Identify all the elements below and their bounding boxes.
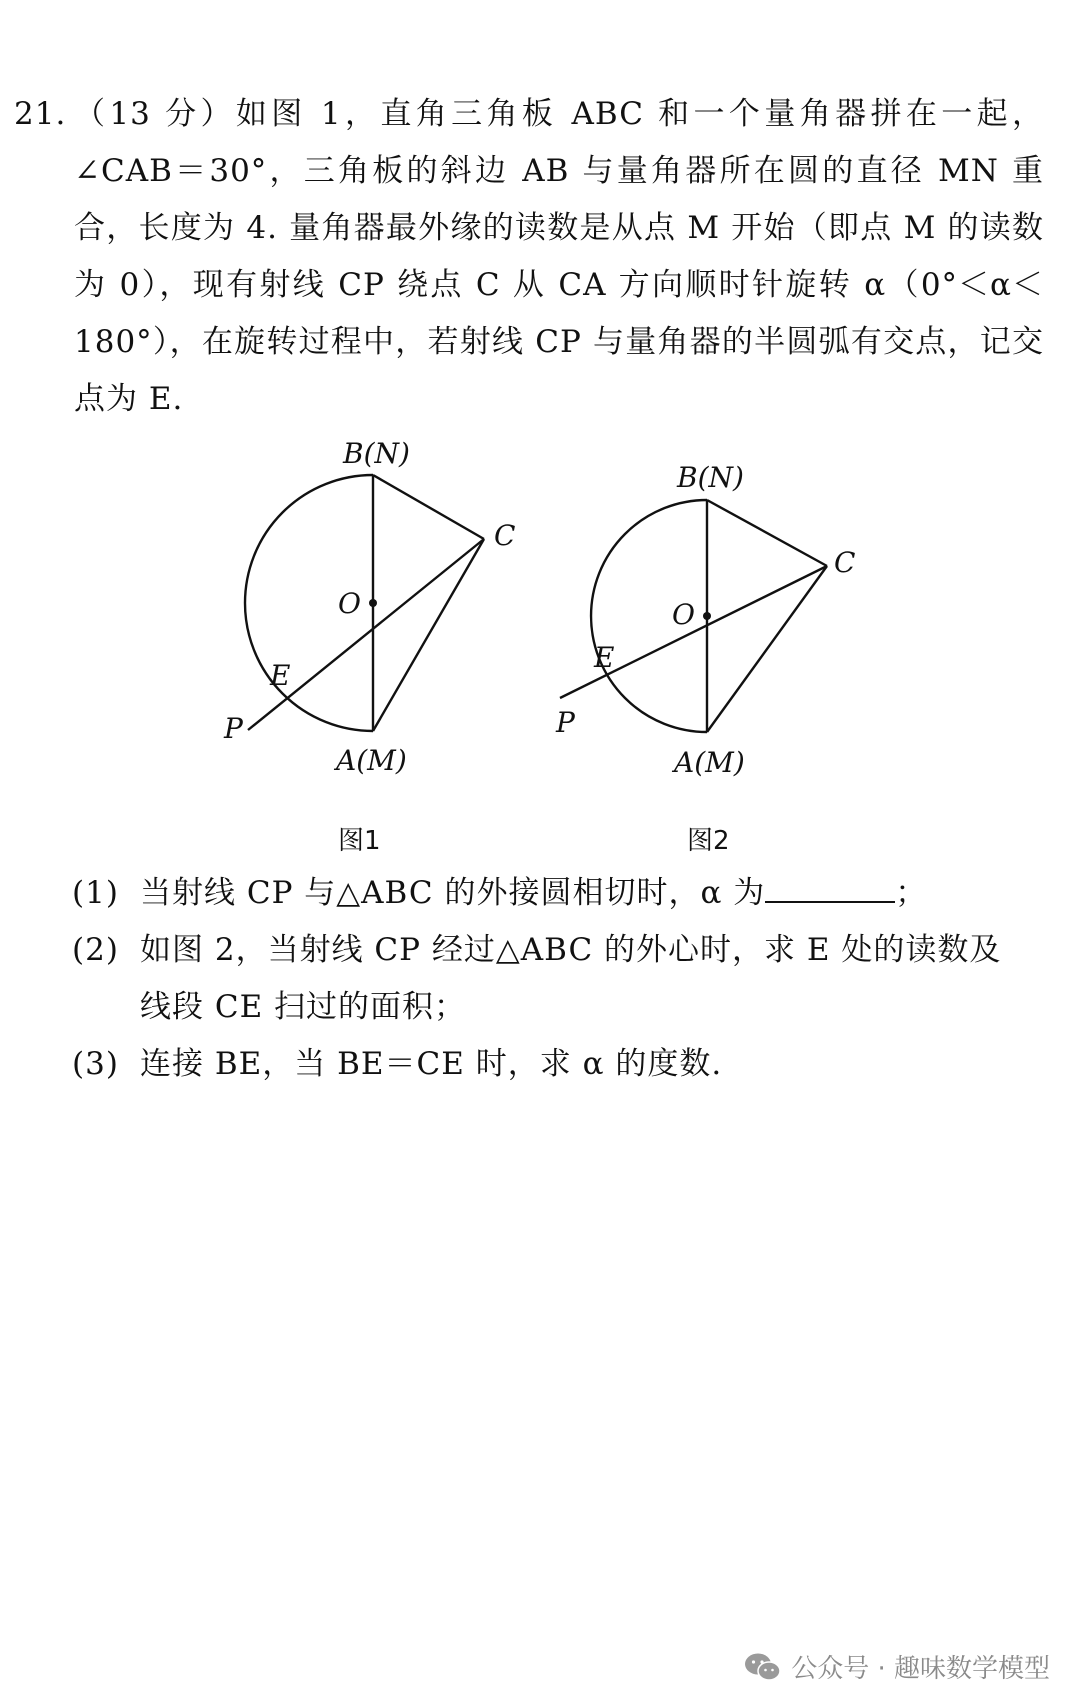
figure-1 [245,475,484,731]
fig1-label-e: E [270,659,291,692]
fig1-caption: 图1 [338,826,381,856]
fig2-caption: 图2 [687,826,730,856]
problem-statement [14,86,1044,428]
question-2 [72,922,1032,1036]
fig1-label-p: P [224,712,243,745]
sub-questions [72,865,1032,1093]
answer-blank[interactable] [765,871,895,903]
fig2-center-o [703,612,711,620]
question-1 [72,865,1032,922]
question-2-number: (2) [72,932,119,968]
question-2-text: 如图 2，当射线 CP 经过△ABC 的外心时，求 E 处的读数及线段 CE 扫过的面积； [140,932,1002,1025]
question-1-text: 当射线 CP 与△ABC 的外接圆相切时，α 为 [140,875,766,911]
problem-number: 21. [14,96,67,132]
fig1-label-o: O [338,587,361,620]
fig1-label-a: A(M) [336,744,407,777]
fig2-label-p: P [556,706,575,739]
fig1-side-bc [373,475,484,539]
footer-text: 公众号 · 趣味数学模型 [791,1654,1050,1684]
question-1-tail: ； [895,875,928,911]
figures [0,430,1080,870]
fig2-label-c: C [834,546,856,579]
fig1-ray-cp [248,539,484,730]
fig1-center-o [369,599,377,607]
question-3 [72,1036,1032,1093]
fig2-label-e: E [594,641,615,674]
fig2-ray-cp [560,566,827,698]
fig2-side-bc [707,500,827,566]
fig2-side-ca [707,566,827,732]
question-3-text: 连接 BE，当 BE＝CE 时，求 α 的度数. [140,1046,723,1082]
problem-text: （13 分）如图 1，直角三角板 ABC 和一个量角器拼在一起，∠CAB＝30°，三角板的斜边 AB 与量角器所在圆的直径 MN 重合，长度为 4. 量角器最外缘的读数是从点 M 开始（即点 M 的读数为 0），现有射线 CP 绕点 C 从 CA 方向顺时针旋转 α（0°＜α＜180°），在旋转过程中，若射线 CP 与量角器的半圆弧有交点，记交点为 E. [74,96,1044,417]
fig2-label-o: O [672,598,695,631]
question-1-number: (1) [72,875,119,911]
fig1-side-ca [373,539,484,731]
question-3-number: (3) [72,1046,119,1082]
fig1-label-c: C [494,519,516,552]
geometry-figures [0,430,1080,810]
fig2-label-a: A(M) [674,746,745,779]
watermark-footer [743,1648,1050,1685]
fig1-label-b: B(N) [343,437,410,470]
wechat-icon [743,1651,783,1683]
fig2-label-b: B(N) [677,461,744,494]
